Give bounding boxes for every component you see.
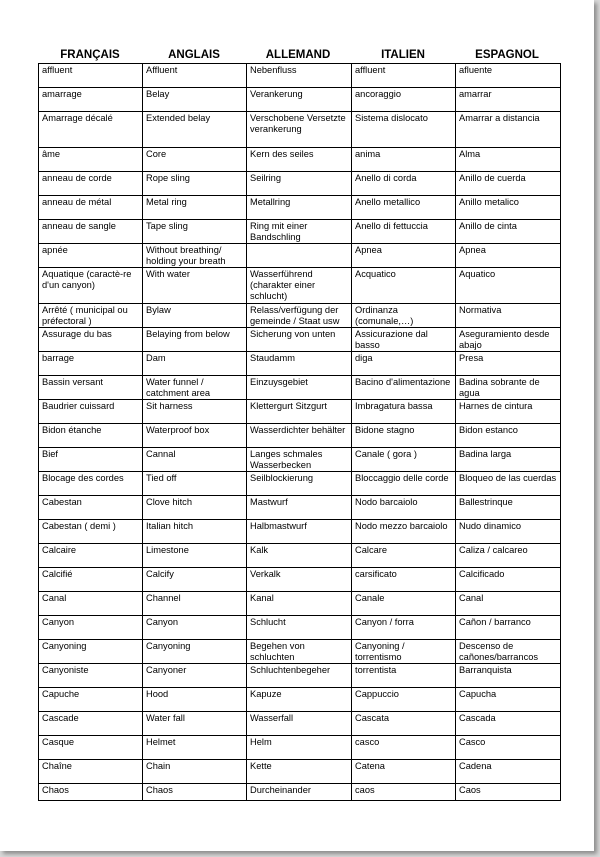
- table-row: [39, 784, 561, 801]
- cell-italien: ancoraggio: [352, 88, 456, 112]
- cell-italien: Cappuccio: [352, 688, 456, 712]
- cell-italien: Canale: [352, 592, 456, 616]
- cell-espagnol: Badina larga: [456, 448, 561, 472]
- cell-italien: Anello di fettuccia: [352, 220, 456, 244]
- cell-anglais: Chaos: [143, 784, 247, 801]
- table-row: [39, 244, 561, 268]
- table-row: [39, 640, 561, 664]
- cell-espagnol: Badina sobrante de agua: [456, 376, 561, 400]
- cell-anglais: Tape sling: [143, 220, 247, 244]
- cell-anglais: Limestone: [143, 544, 247, 568]
- cell-anglais: Canyon: [143, 616, 247, 640]
- cell-anglais: Metal ring: [143, 196, 247, 220]
- cell-espagnol: Nudo dinamico: [456, 520, 561, 544]
- cell-allemand: Wasserdichter behälter: [247, 424, 352, 448]
- cell-espagnol: Bloqueo de las cuerdas: [456, 472, 561, 496]
- cell-allemand: Nebenfluss: [247, 64, 352, 88]
- table-row: [39, 112, 561, 148]
- cell-allemand: Kanal: [247, 592, 352, 616]
- cell-anglais: Channel: [143, 592, 247, 616]
- cell-allemand: Kalk: [247, 544, 352, 568]
- cell-espagnol: Bidon estanco: [456, 424, 561, 448]
- cell-allemand: Verkalk: [247, 568, 352, 592]
- cell-italien: Nodo mezzo barcaiolo: [352, 520, 456, 544]
- table-row: [39, 448, 561, 472]
- cell-italien: casco: [352, 736, 456, 760]
- table-row: [39, 352, 561, 376]
- cell-italien: affluent: [352, 64, 456, 88]
- cell-allemand: Einzuysgebiet: [247, 376, 352, 400]
- cell-italien: Assicurazione dal basso: [352, 328, 456, 352]
- cell-francais: Blocage des cordes: [39, 472, 143, 496]
- cell-francais: affluent: [39, 64, 143, 88]
- cell-italien: Sistema dislocato: [352, 112, 456, 148]
- cell-anglais: Canyoner: [143, 664, 247, 688]
- cell-italien: carsificato: [352, 568, 456, 592]
- cell-italien: Apnea: [352, 244, 456, 268]
- cell-francais: Bidon étanche: [39, 424, 143, 448]
- cell-allemand: Durcheinander: [247, 784, 352, 801]
- header-francais: FRANÇAIS: [60, 49, 120, 61]
- table-row: [39, 760, 561, 784]
- cell-espagnol: Casco: [456, 736, 561, 760]
- table-row: [39, 712, 561, 736]
- cell-anglais: Italian hitch: [143, 520, 247, 544]
- cell-espagnol: Cadena: [456, 760, 561, 784]
- cell-italien: Acquatico: [352, 268, 456, 304]
- cell-allemand: Begehen von schluchten: [247, 640, 352, 664]
- cell-anglais: Water fall: [143, 712, 247, 736]
- cell-anglais: Without breathing/ holding your breath: [143, 244, 247, 268]
- cell-allemand: Seilring: [247, 172, 352, 196]
- cell-francais: Canyoniste: [39, 664, 143, 688]
- cell-francais: Calcaire: [39, 544, 143, 568]
- table-row: [39, 472, 561, 496]
- table-row: [39, 268, 561, 304]
- table-row: [39, 196, 561, 220]
- cell-italien: Bloccaggio delle corde: [352, 472, 456, 496]
- cell-francais: Canyoning: [39, 640, 143, 664]
- cell-italien: Bidone stagno: [352, 424, 456, 448]
- cell-espagnol: Descenso de cañones/barrancos: [456, 640, 561, 664]
- cell-espagnol: Canal: [456, 592, 561, 616]
- cell-allemand: Langes schmales Wasserbecken: [247, 448, 352, 472]
- table-row: [39, 544, 561, 568]
- cell-italien: caos: [352, 784, 456, 801]
- cell-espagnol: Calcificado: [456, 568, 561, 592]
- cell-allemand: Verschobene Versetzte verankerung: [247, 112, 352, 148]
- cell-espagnol: Harnes de cintura: [456, 400, 561, 424]
- cell-allemand: Schlucht: [247, 616, 352, 640]
- cell-allemand: Relass/verfügung der gemeinde / Staat usw: [247, 304, 352, 328]
- cell-allemand: Schluchtenbegeher: [247, 664, 352, 688]
- cell-allemand: Kapuze: [247, 688, 352, 712]
- cell-allemand: Wasserfall: [247, 712, 352, 736]
- cell-anglais: Core: [143, 148, 247, 172]
- table-row: [39, 172, 561, 196]
- cell-allemand: Halbmastwurf: [247, 520, 352, 544]
- cell-italien: Cascata: [352, 712, 456, 736]
- cell-italien: torrentista: [352, 664, 456, 688]
- cell-allemand: Kette: [247, 760, 352, 784]
- table-row: [39, 520, 561, 544]
- cell-francais: Canyon: [39, 616, 143, 640]
- cell-anglais: Sit harness: [143, 400, 247, 424]
- cell-espagnol: Aseguramiento desde abajo: [456, 328, 561, 352]
- table-row: [39, 424, 561, 448]
- cell-allemand: Klettergurt Sitzgurt: [247, 400, 352, 424]
- table-row: [39, 88, 561, 112]
- cell-anglais: Dam: [143, 352, 247, 376]
- table-row: [39, 220, 561, 244]
- cell-francais: apnée: [39, 244, 143, 268]
- cell-allemand: Wasserführend (charakter einer schlucht): [247, 268, 352, 304]
- cell-anglais: Chain: [143, 760, 247, 784]
- cell-francais: barrage: [39, 352, 143, 376]
- cell-italien: Catena: [352, 760, 456, 784]
- header-italien: ITALIEN: [381, 49, 425, 61]
- cell-francais: Bassin versant: [39, 376, 143, 400]
- cell-anglais: Helmet: [143, 736, 247, 760]
- cell-anglais: Extended belay: [143, 112, 247, 148]
- cell-anglais: Bylaw: [143, 304, 247, 328]
- cell-italien: Canyon / forra: [352, 616, 456, 640]
- header-allemand: ALLEMAND: [265, 49, 331, 61]
- cell-italien: Canyoning / torrentismo: [352, 640, 456, 664]
- cell-francais: anneau de métal: [39, 196, 143, 220]
- table-row: [39, 328, 561, 352]
- cell-anglais: Belay: [143, 88, 247, 112]
- cell-espagnol: Amarrar a distancia: [456, 112, 561, 148]
- cell-francais: Capuche: [39, 688, 143, 712]
- cell-allemand: Staudamm: [247, 352, 352, 376]
- table-row: [39, 592, 561, 616]
- cell-italien: diga: [352, 352, 456, 376]
- cell-espagnol: Alma: [456, 148, 561, 172]
- cell-allemand: Verankerung: [247, 88, 352, 112]
- cell-francais: Assurage du bas: [39, 328, 143, 352]
- cell-espagnol: Cañon / barranco: [456, 616, 561, 640]
- cell-francais: anneau de corde: [39, 172, 143, 196]
- cell-francais: Cabestan: [39, 496, 143, 520]
- cell-espagnol: Anillo de cuerda: [456, 172, 561, 196]
- table-row: [39, 616, 561, 640]
- header-espagnol: ESPAGNOL: [475, 49, 539, 61]
- glossary-table: [38, 63, 561, 801]
- cell-allemand: Kern des seiles: [247, 148, 352, 172]
- cell-allemand: Metallring: [247, 196, 352, 220]
- cell-francais: Amarrage décalé: [39, 112, 143, 148]
- table-row: [39, 568, 561, 592]
- cell-espagnol: Normativa: [456, 304, 561, 328]
- cell-anglais: Calcify: [143, 568, 247, 592]
- cell-allemand: Mastwurf: [247, 496, 352, 520]
- cell-espagnol: Apnea: [456, 244, 561, 268]
- glossary-body: [39, 64, 561, 801]
- cell-espagnol: Ballestrinque: [456, 496, 561, 520]
- cell-francais: Cabestan ( demi ): [39, 520, 143, 544]
- cell-espagnol: Aquatico: [456, 268, 561, 304]
- table-row: [39, 304, 561, 328]
- cell-allemand: Sicherung von unten: [247, 328, 352, 352]
- cell-francais: Baudrier cuissard: [39, 400, 143, 424]
- cell-italien: anima: [352, 148, 456, 172]
- cell-anglais: Clove hitch: [143, 496, 247, 520]
- cell-anglais: With water: [143, 268, 247, 304]
- cell-espagnol: afluente: [456, 64, 561, 88]
- cell-espagnol: Barranquista: [456, 664, 561, 688]
- table-row: [39, 736, 561, 760]
- cell-allemand: Seilblockierung: [247, 472, 352, 496]
- cell-anglais: Hood: [143, 688, 247, 712]
- cell-italien: Canale ( gora ): [352, 448, 456, 472]
- cell-anglais: Rope sling: [143, 172, 247, 196]
- cell-francais: Chaîne: [39, 760, 143, 784]
- table-row: [39, 688, 561, 712]
- column-headers: [38, 49, 560, 63]
- cell-espagnol: amarrar: [456, 88, 561, 112]
- cell-francais: Chaos: [39, 784, 143, 801]
- cell-allemand: Helm: [247, 736, 352, 760]
- cell-espagnol: Anillo de cinta: [456, 220, 561, 244]
- cell-anglais: Canyoning: [143, 640, 247, 664]
- cell-francais: Casque: [39, 736, 143, 760]
- cell-francais: Cascade: [39, 712, 143, 736]
- cell-italien: Imbragatura bassa: [352, 400, 456, 424]
- cell-anglais: Belaying from below: [143, 328, 247, 352]
- cell-italien: Anello metallico: [352, 196, 456, 220]
- cell-francais: Aquatique (caractè-re d'un canyon): [39, 268, 143, 304]
- cell-allemand: [247, 244, 352, 268]
- cell-espagnol: Capucha: [456, 688, 561, 712]
- cell-anglais: Waterproof box: [143, 424, 247, 448]
- cell-italien: Ordinanza (comunale,…): [352, 304, 456, 328]
- cell-espagnol: Caliza / calcareo: [456, 544, 561, 568]
- cell-espagnol: Cascada: [456, 712, 561, 736]
- cell-espagnol: Anillo metalico: [456, 196, 561, 220]
- cell-francais: âme: [39, 148, 143, 172]
- cell-italien: Calcare: [352, 544, 456, 568]
- table-row: [39, 496, 561, 520]
- cell-francais: Arrêté ( municipal ou préfectoral ): [39, 304, 143, 328]
- cell-espagnol: Presa: [456, 352, 561, 376]
- table-row: [39, 400, 561, 424]
- table-row: [39, 664, 561, 688]
- cell-espagnol: Caos: [456, 784, 561, 801]
- cell-italien: Bacino d'alimentazione: [352, 376, 456, 400]
- cell-italien: Anello di corda: [352, 172, 456, 196]
- cell-francais: anneau de sangle: [39, 220, 143, 244]
- cell-anglais: Affluent: [143, 64, 247, 88]
- cell-anglais: Water funnel / catchment area: [143, 376, 247, 400]
- cell-francais: Bief: [39, 448, 143, 472]
- cell-anglais: Cannal: [143, 448, 247, 472]
- header-anglais: ANGLAIS: [168, 49, 220, 61]
- cell-anglais: Tied off: [143, 472, 247, 496]
- cell-allemand: Ring mit einer Bandschling: [247, 220, 352, 244]
- cell-italien: Nodo barcaiolo: [352, 496, 456, 520]
- cell-francais: amarrage: [39, 88, 143, 112]
- cell-francais: Canal: [39, 592, 143, 616]
- cell-francais: Calcifié: [39, 568, 143, 592]
- table-row: [39, 148, 561, 172]
- table-row: [39, 376, 561, 400]
- table-row: [39, 64, 561, 88]
